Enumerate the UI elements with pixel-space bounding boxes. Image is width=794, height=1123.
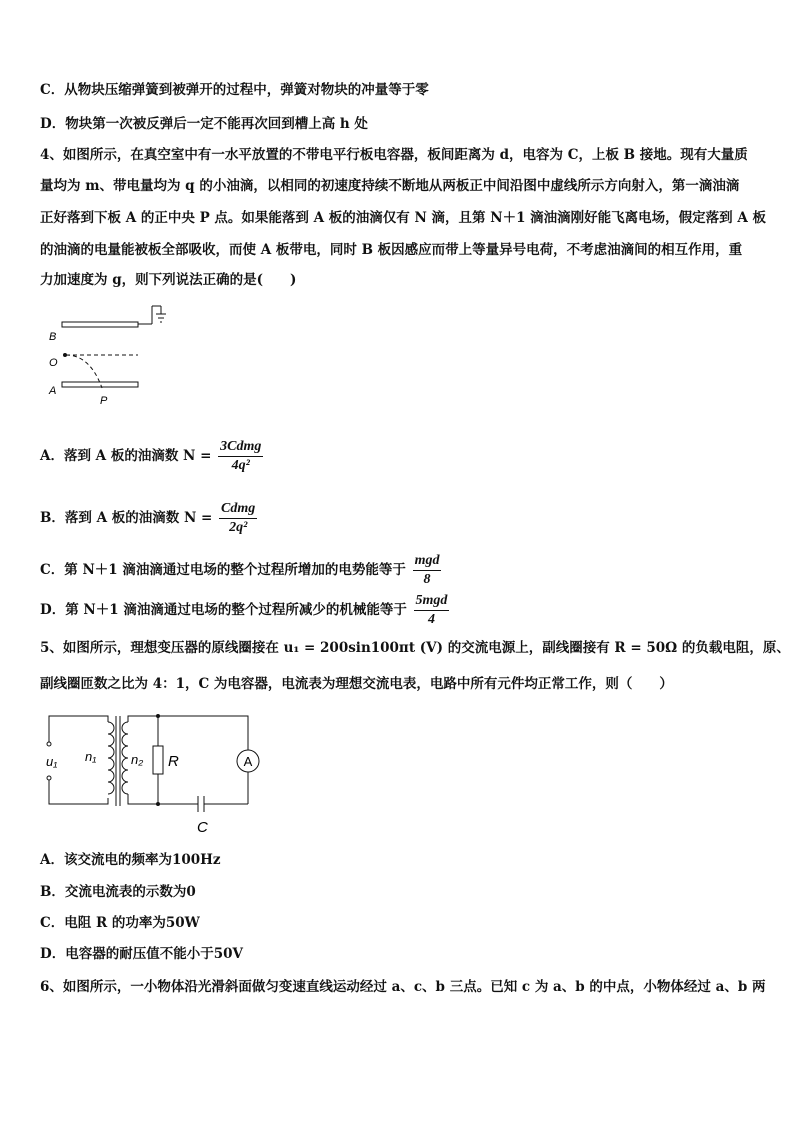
option-c-prev: C．从物块压缩弹簧到被弹开的过程中，弹簧对物块的冲量等于零: [40, 82, 429, 98]
q5-option-b: B．交流电流表的示数为0: [40, 884, 196, 900]
q4-stem-line-4: 的油滴的电量能被板全部吸收，而使 A 板带电，同时 B 板因感应而带上等量异号电荷，不考虑油滴间的相互作用，重: [40, 242, 743, 258]
q4-option-d-denominator: 4: [427, 612, 435, 627]
label-u1: u₁: [46, 754, 58, 769]
q4-stem-line-2: 量均为 m、带电量均为 q 的小油滴，以相同的初速度持续不断地从两板正中间沿图中虚线所示方向射入，第一滴油滴: [40, 178, 740, 194]
transformer-circuit-figure: [40, 706, 270, 836]
q4-option-c: [40, 552, 443, 589]
label-R: R: [168, 753, 179, 770]
q4-stem-line-1: 4、如图所示，在真空室中有一水平放置的不带电平行板电容器，板间距离为 d，电容为 C，上板 B 接地。现有大量质: [40, 147, 748, 163]
q4-option-c-text: C．第 N＋1 滴油滴通过电场的整个过程所增加的电势能等于: [40, 562, 406, 578]
label-C: C: [197, 819, 208, 836]
label-B: B: [49, 331, 57, 343]
q4-option-c-denominator: 8: [423, 572, 431, 587]
q4-option-c-numerator: mgd: [413, 552, 442, 571]
q4-option-a-text: A．落到 A 板的油滴数 N =: [40, 448, 212, 464]
label-ammeter-A: A: [243, 754, 253, 769]
q4-option-c-fraction: [413, 552, 442, 589]
q4-option-a-denominator: 4q²: [231, 458, 250, 473]
q4-option-a-fraction: [218, 438, 263, 475]
q4-option-a: [40, 438, 265, 475]
label-n1: n₁: [85, 749, 97, 764]
label-A: A: [49, 385, 57, 397]
q5-stem-line-1: 5、如图所示，理想变压器的原线圈接在 u₁ = 200sin100πt (V) 的交流电源上，副线圈接有 R = 50Ω 的负载电阻，原、: [40, 640, 790, 656]
capacitor-figure: [40, 300, 180, 410]
q4-option-b-numerator: Cdmg: [219, 500, 257, 519]
option-d-prev: D．物块第一次被反弹后一定不能再次回到槽上高 h 处: [40, 116, 368, 132]
q4-option-d-fraction: [414, 592, 450, 629]
q4-option-b-text: B．落到 A 板的油滴数 N =: [40, 510, 213, 526]
q4-option-b: [40, 500, 259, 537]
q4-stem-line-5: 力加速度为 g，则下列说法正确的是( ): [40, 272, 297, 288]
q4-option-d-numerator: 5mgd: [414, 592, 450, 611]
q4-option-d: [40, 592, 451, 629]
label-P: P: [100, 395, 108, 407]
q6-stem-line-1: 6、如图所示，一小物体沿光滑斜面做匀变速直线运动经过 a、c、b 三点。已知 c 为 a、b 的中点，小物体经过 a、b 两: [40, 979, 766, 995]
label-n2: n₂: [131, 752, 144, 767]
q4-stem-line-3: 正好落到下板 A 的正中央 P 点。如果能落到 A 板的油滴仅有 N 滴，且第 N＋1 滴油滴刚好能飞离电场，假定落到 A 板: [40, 210, 767, 226]
q5-option-a: A．该交流电的频率为100Hz: [40, 852, 221, 868]
label-O: O: [49, 357, 58, 369]
q5-stem-line-2: 副线圈匝数之比为 4：1，C 为电容器，电流表为理想交流电表，电路中所有元件均正常工作，则（ ）: [40, 676, 673, 692]
q4-option-d-text: D．第 N＋1 滴油滴通过电场的整个过程所减少的机械能等于: [40, 602, 407, 618]
q5-option-d: D．电容器的耐压值不能小于50V: [40, 946, 243, 962]
q4-option-b-denominator: 2q²: [229, 520, 248, 535]
q5-option-c: C．电阻 R 的功率为50W: [40, 915, 200, 931]
q4-option-b-fraction: [219, 500, 257, 537]
q4-option-a-numerator: 3Cdmg: [218, 438, 263, 457]
